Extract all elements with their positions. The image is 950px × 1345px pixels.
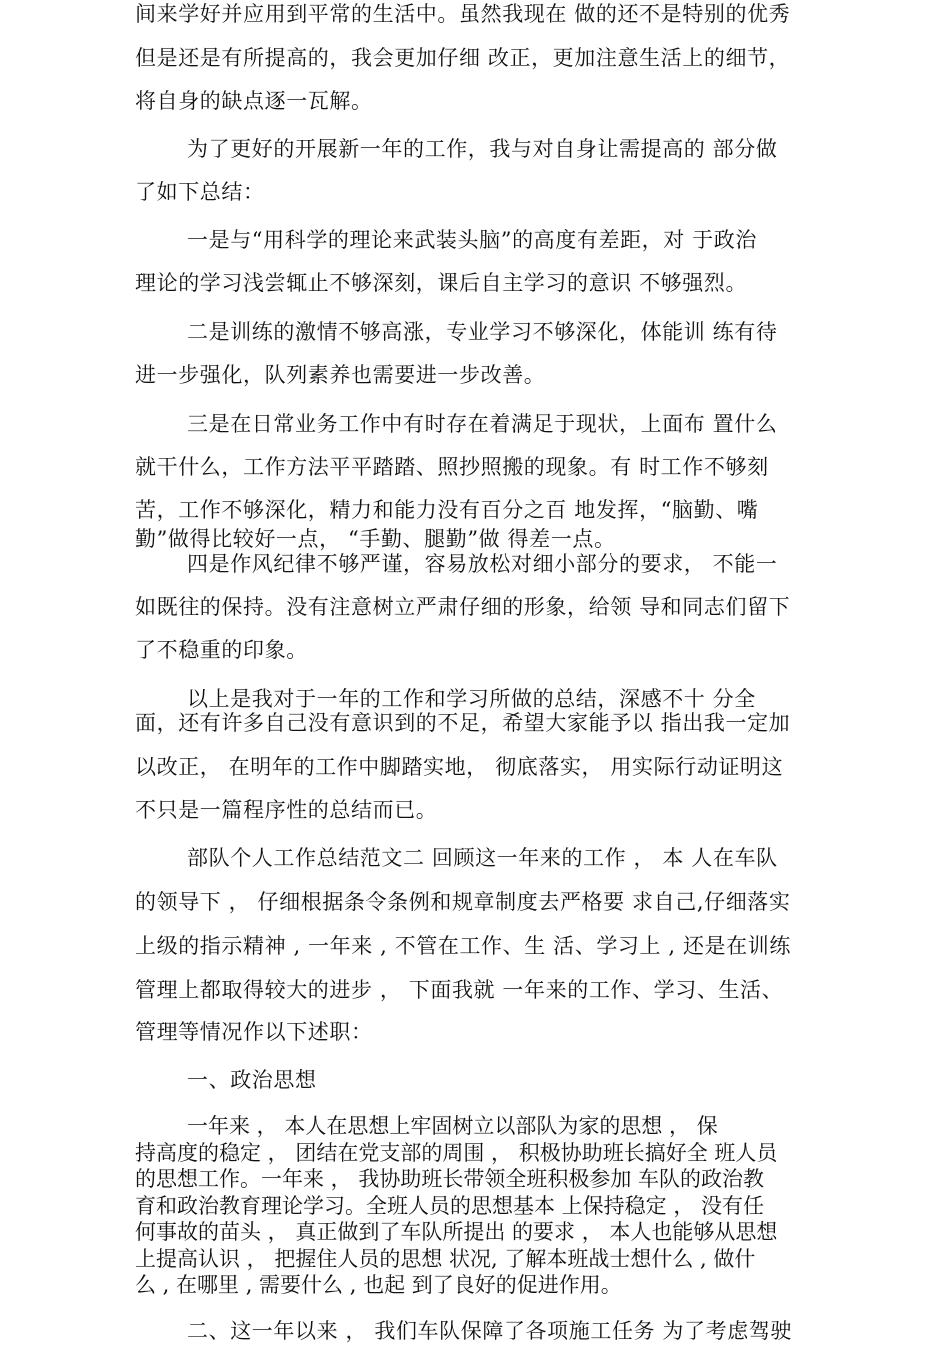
text-line: 如既往的保持。没有注意树立严肃仔细的形象，给领 导和同志们留下 xyxy=(135,595,791,619)
text-line: 四是作风纪律不够严谨，容易放松对细小部分的要求， 不能一 xyxy=(187,552,778,576)
text-line: 二是训练的激情不够高涨，专业学习不够深化，体能训 练有待 xyxy=(187,320,778,344)
text-line: 管理等情况作以下述职： xyxy=(135,1020,373,1044)
text-line: 么 , 在哪里 , 需要什么 , 也起 到了良好的促进作用。 xyxy=(135,1273,622,1297)
text-line: 何事故的苗头 ， 真正做到了车队所提出 的要求 ， 本人也能够从思想 xyxy=(135,1220,778,1244)
text-line: 将自身的缺点逐一瓦解。 xyxy=(135,89,373,113)
text-line: 就干什么，工作方法平平踏踏、照抄照搬的现象。有 时工作不够刻 xyxy=(135,455,769,479)
text-line: 上提高认识 ， 把握住人员的思想 状况, 了解本班战士想什么 , 做什 xyxy=(135,1247,756,1271)
section-heading: 一、政治思想 xyxy=(187,1068,317,1092)
text-line: 以上是我对于一年的工作和学习所做的总结，深感不十 分全 xyxy=(187,687,756,711)
text-line: 间来学好并应用到平常的生活中。虽然我现在 做的还不是特别的优秀 xyxy=(135,2,791,26)
text-line: 以改正， 在明年的工作中脚踏实地， 彻底落实， 用实际行动证明这 xyxy=(135,755,784,779)
text-line: 进一步强化，队列素养也需要进一步改善。 xyxy=(135,363,546,387)
text-line: 面，还有许多自己没有意识到的不足，希望大家能予以 指出我一定加 xyxy=(135,711,791,735)
text-line: 上级的指示精神 , 一年来 , 不管在工作、生 活、学习上 , 还是在训练 xyxy=(135,934,791,958)
text-line: 管理上都取得较大的进步 ， 下面我就 一年来的工作、学习、生活、 xyxy=(135,978,784,1002)
text-line: 了不稳重的印象。 xyxy=(135,638,308,662)
text-line: 理论的学习浅尝辄止不够深刻，课后自主学习的意识 不够强烈。 xyxy=(135,271,748,295)
text-line: 三是在日常业务工作中有时存在着满足于现状，上面布 置什么 xyxy=(187,412,778,436)
text-line: 一年来 ， 本人在思想上牢固树立以部队为家的思想 ， 保 xyxy=(187,1114,718,1138)
text-line: 勤”做得比较好一点， “手勤、腿勤”做 得差一点。 xyxy=(135,527,616,551)
text-line: 为了更好的开展新一年的工作，我与对自身让需提高的 部分做 xyxy=(187,137,778,161)
text-line: 的思想工作。一年来 ， 我协助班长带领全班积极参加 车队的政治教 xyxy=(135,1167,765,1191)
text-line: 了如下总结： xyxy=(135,180,265,204)
text-line: 育和政治教育理论学习。全班人员的思想基本 上保持稳定 ， 没有任 xyxy=(135,1194,765,1218)
text-line: 持高度的稳定 ， 团结在党支部的周围 ， 积极协助班长搞好全 班人员 xyxy=(135,1141,778,1165)
text-line: 但是还是有所提高的，我会更加仔细 改正，更加注意生活上的细节， xyxy=(135,46,791,70)
text-line: 不只是一篇程序性的总结而已。 xyxy=(135,798,438,822)
text-line: 苦，工作不够深化，精力和能力没有百分之百 地发挥，“脑勤、嘴 xyxy=(135,498,759,522)
text-line: 一是与“用科学的理论来武装头脑”的高度有差距，对 于政治 xyxy=(187,228,757,252)
text-line: 部队个人工作总结范文二 回顾这一年来的工作 ， 本 人在车队 xyxy=(187,846,778,870)
text-line: 的领导下 ， 仔细根据条令条例和规章制度去严格要 求自己,仔细落实 xyxy=(135,890,791,914)
text-line: 二、这一年以来 ， 我们车队保障了各项施工任务 为了考虑驾驶 xyxy=(187,1319,793,1343)
